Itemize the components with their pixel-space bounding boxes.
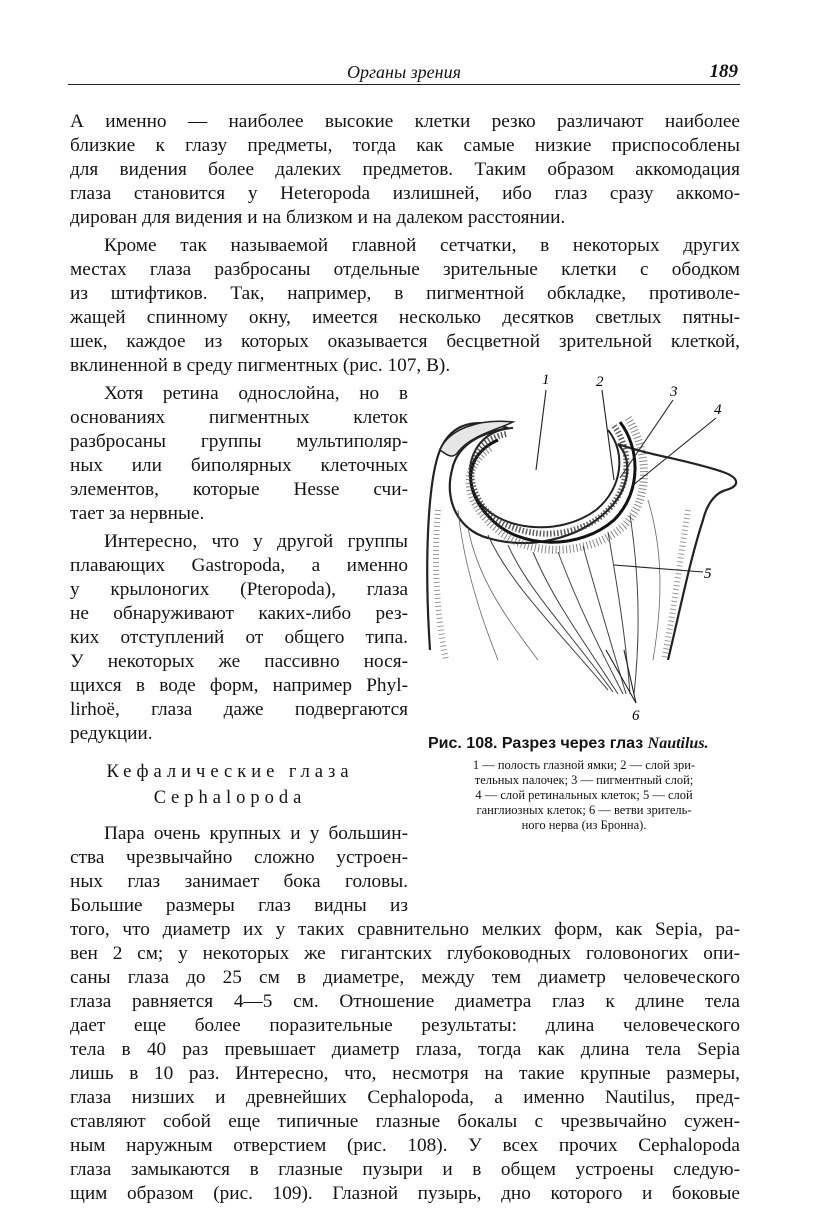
text-line: глаза равняется 4—5 см. Отношение диаметра глаз к длине тела <box>70 991 740 1012</box>
text-line: того, что диаметр их у таких сравнительно мелких форм, как Sepia, ра- <box>70 919 740 940</box>
figure-caption-title <box>428 735 758 753</box>
text-line: жащей спинному окну, имеется несколько десятков светлых пятны- <box>70 307 740 328</box>
caption-prefix: Рис. 108. Разрез через глаз <box>428 735 648 752</box>
text-line: ства чрезвычайно сложно устроен- <box>70 847 408 868</box>
leader-line-3 <box>620 400 673 478</box>
text-line: плавающих Gastropoda, а именно <box>70 555 408 576</box>
section-heading: Кефалические глаза <box>106 762 354 782</box>
nerve-fiber <box>458 510 498 660</box>
text-line: разбросаны группы мультиполяр- <box>70 431 408 452</box>
text-line: у крылоногих (Pteropoda), глаза <box>70 579 408 600</box>
text-line: ных глаз занимает бока головы. <box>70 871 408 892</box>
pigment-layer <box>471 422 635 542</box>
text-line: из штифтиков. Так, например, в пигментной обкладке, противоле- <box>70 283 740 304</box>
text-line: ным наружным отверстием (рис. 108). У всех прочих Cephalopoda <box>70 1135 740 1156</box>
text-line: Кроме так называемой главной сетчатки, в некоторых других <box>104 235 740 256</box>
text-line: близкие к глазу предметы, тогда как самые низкие приспособлены <box>70 135 740 156</box>
text-line: тает за нервные. <box>70 503 205 524</box>
text-line: дирован для видения и на близком и на далеком расстоянии. <box>70 207 566 228</box>
figure-caption-text <box>428 758 740 833</box>
text-line: ких отступлений от общего типа. <box>70 627 408 648</box>
nerve-fiber <box>488 535 608 690</box>
text-line: не обнаруживают каких-либо рез- <box>70 603 408 624</box>
section-heading-latin: Cephalopoda <box>153 788 307 808</box>
page-number: 189 <box>709 61 738 82</box>
text-line: шек, каждое из которых оказывается бесцветной зрительной клеткой, <box>70 331 740 352</box>
label-5: 5 <box>704 566 712 582</box>
label-3: 3 <box>670 384 678 400</box>
text-line: lirhoë, глаза даже подвергаются <box>70 699 408 720</box>
nerve-fiber <box>630 515 638 694</box>
caption-line: ганглиозных клеток; 6 — ветви зритель- <box>476 803 692 817</box>
text-line: основаниях пигментных клеток <box>70 407 408 428</box>
text-line: глаза замыкаются в глазные пузыри и в общем устроены следую- <box>70 1159 740 1180</box>
text-line: ставляют собой еще типичные глазные бокалы с чрезвычайно сужен- <box>70 1111 740 1132</box>
skin-texture <box>436 510 446 660</box>
text-line: У некоторых же пассивно нося- <box>70 651 408 672</box>
caption-line: ного нерва (из Бронна). <box>521 818 647 832</box>
leader-line-6 <box>606 650 636 703</box>
text-line: глаза низших и древнейших Cephalopoda, а именно Nautilus, пред- <box>70 1087 740 1108</box>
text-line: саны глаза до 25 см в диаметре, между тем диаметр человеческого <box>70 967 740 988</box>
nautilus-eye-drawing <box>418 360 748 725</box>
caption-species: Nautilus. <box>647 735 709 752</box>
running-title: Органы зрения <box>347 62 461 82</box>
text-line: вклиненной в среду пигментных (рис. 107, B). <box>70 355 451 376</box>
text-line: щихся в воде форм, например Phyl- <box>70 675 408 696</box>
caption-line: 1 — полость глазной ямки; 2 — слой зри- <box>472 758 696 772</box>
text-line: А именно — наиболее высокие клетки резко различают наиболее <box>70 111 740 132</box>
text-line: редукции. <box>70 723 153 744</box>
text-line: ных или биполярных клеточных <box>70 455 408 476</box>
leader-line-1 <box>536 390 546 470</box>
caption-line: 4 — слой ретинальных клеток; 5 — слой <box>475 788 693 802</box>
text-line: щим образом (рис. 109). Глазной пузырь, дно которого и боковые <box>70 1183 740 1204</box>
text-line: дает еще более поразительные результаты: длина человеческого <box>70 1015 740 1036</box>
nerve-fiber <box>468 528 538 660</box>
nerve-fiber <box>508 545 613 692</box>
text-line: Интересно, что у другой группы <box>104 531 408 552</box>
text-line: глаза становится у Heteropoda излишней, ибо глаз сразу аккомо- <box>70 183 740 204</box>
nerve-fiber <box>648 500 660 660</box>
text-line: вен 2 см; у некоторых же гигантских глубоководных головоногих опи- <box>70 943 740 964</box>
nautilus-eye-figure <box>418 360 748 725</box>
page-header <box>68 58 740 85</box>
label-2: 2 <box>596 374 604 390</box>
label-1: 1 <box>542 372 550 388</box>
text-line: лишь в 10 раз. Интересно, что, несмотря на такие крупные размеры, <box>70 1063 740 1084</box>
text-line: элементов, которые Hesse счи- <box>70 479 408 500</box>
caption-line: тельных палочек; 3 — пигментный слой; <box>474 773 694 787</box>
text-line: местах глаза разбросаны отдельные зрительные клетки с ободком <box>70 259 740 280</box>
text-line: тела в 40 раз превышает диаметр глаза, тогда как длина тела Sepia <box>70 1039 740 1060</box>
leader-line-6b <box>624 650 636 703</box>
text-line: Пара очень крупных и у большин- <box>104 823 408 844</box>
nerve-fiber <box>583 546 626 694</box>
label-6: 6 <box>632 708 640 724</box>
text-line: Хотя ретина однослойна, но в <box>104 383 408 404</box>
text-line: для видения более далеких предметов. Таким образом аккомодация <box>70 159 740 180</box>
text-line: Большие размеры глаз видны из <box>70 895 408 916</box>
label-4: 4 <box>714 402 722 418</box>
